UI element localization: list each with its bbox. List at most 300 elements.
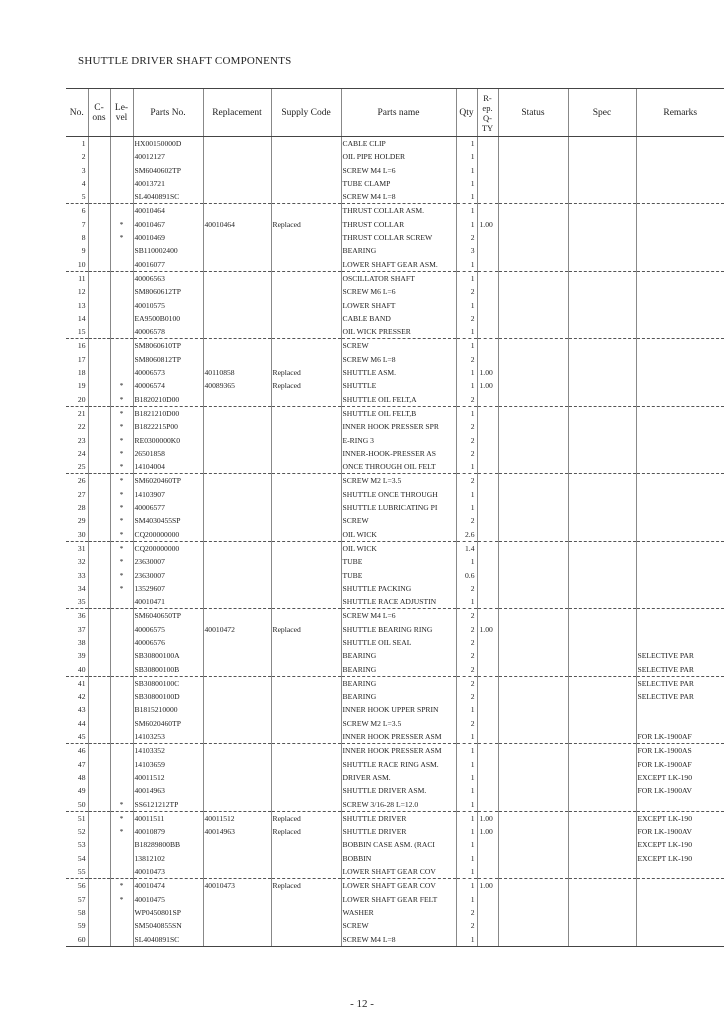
cell-spec [568, 838, 636, 851]
table-row [66, 730, 724, 744]
cell-status [498, 514, 568, 527]
cell-level: * [110, 514, 133, 527]
cell-rep-qty [477, 312, 498, 325]
cell-level: * [110, 879, 133, 893]
cell-rep-qty [477, 649, 498, 662]
cell-status [498, 663, 568, 677]
cell-spec [568, 420, 636, 433]
header-cons: C- ons [88, 89, 110, 137]
cell-no: 2 [81, 152, 86, 162]
cell-spec [568, 906, 636, 919]
cell-parts-no: SS6121212TP [133, 798, 203, 812]
cell-replacement [203, 258, 271, 272]
cell-supply-code: Replaced [271, 218, 341, 231]
table-row [66, 488, 724, 501]
cell-spec [568, 460, 636, 474]
cell-remarks [636, 177, 724, 190]
cell-qty: 2 [456, 906, 477, 919]
cell-parts-no: SB30800100A [133, 649, 203, 662]
cell-parts-no: 14103352 [133, 744, 203, 758]
header-parts-name: Parts name [341, 89, 456, 137]
cell-replacement: 40110858 [203, 366, 271, 379]
cell-qty: 2 [456, 717, 477, 730]
cell-supply-code [271, 434, 341, 447]
cell-qty: 2.6 [456, 528, 477, 542]
cell-supply-code: Replaced [271, 879, 341, 893]
cell-qty: 1 [456, 784, 477, 797]
cell-status [498, 406, 568, 420]
cell-rep-qty [477, 460, 498, 474]
cell-replacement: 40010464 [203, 218, 271, 231]
cell-cons [88, 838, 110, 851]
cell-replacement [203, 636, 271, 649]
cell-parts-name: SCREW [341, 514, 456, 527]
cell-level: * [110, 379, 133, 392]
cell-no: 56 [77, 881, 86, 891]
cell-parts-name: SHUTTLE ASM. [341, 366, 456, 379]
cell-cons [88, 811, 110, 825]
cell-cons [88, 271, 110, 285]
cell-parts-no: CQ200000000 [133, 528, 203, 542]
cell-replacement: 40011512 [203, 811, 271, 825]
cell-parts-no: 14104004 [133, 460, 203, 474]
cell-no: 54 [77, 853, 86, 863]
cell-qty: 1 [456, 177, 477, 190]
cell-level [110, 744, 133, 758]
cell-rep-qty [477, 636, 498, 649]
table-row [66, 906, 724, 919]
cell-supply-code [271, 703, 341, 716]
cell-no: 36 [77, 611, 86, 621]
cell-remarks: FOR LK-1900AS [636, 744, 724, 758]
cell-remarks [636, 353, 724, 366]
cell-level [110, 595, 133, 609]
cell-status [498, 758, 568, 771]
cell-parts-no: 14103907 [133, 488, 203, 501]
table-row [66, 325, 724, 339]
cell-spec [568, 353, 636, 366]
cell-supply-code [271, 933, 341, 947]
cell-rep-qty [477, 906, 498, 919]
cell-cons [88, 285, 110, 298]
cell-parts-name: INNER HOOK UPPER SPRIN [341, 703, 456, 716]
cell-parts-name: SHUTTLE DRIVER ASM. [341, 784, 456, 797]
cell-supply-code [271, 730, 341, 744]
cell-spec [568, 676, 636, 690]
cell-qty: 1 [456, 271, 477, 285]
cell-spec [568, 595, 636, 609]
cell-replacement [203, 231, 271, 244]
cell-remarks [636, 460, 724, 474]
cell-status [498, 717, 568, 730]
cell-level [110, 150, 133, 163]
cell-remarks [636, 164, 724, 177]
cell-no: 39 [77, 651, 86, 661]
cell-rep-qty [477, 190, 498, 204]
cell-level [110, 852, 133, 865]
cell-rep-qty [477, 569, 498, 582]
cell-cons [88, 258, 110, 272]
cell-rep-qty [477, 406, 498, 420]
header-status: Status [498, 89, 568, 137]
cell-status [498, 339, 568, 353]
cell-status [498, 649, 568, 662]
cell-level: * [110, 460, 133, 474]
cell-parts-name: SHUTTLE RACE ADJUSTIN [341, 595, 456, 609]
cell-cons [88, 488, 110, 501]
cell-cons [88, 933, 110, 947]
cell-status [498, 690, 568, 703]
cell-level [110, 730, 133, 744]
cell-qty: 1 [456, 730, 477, 744]
cell-level [110, 676, 133, 690]
cell-replacement [203, 312, 271, 325]
cell-no: 14 [77, 313, 86, 323]
cell-spec [568, 501, 636, 514]
cell-parts-no: EA9500B0100 [133, 312, 203, 325]
cell-status [498, 811, 568, 825]
cell-no: 43 [77, 705, 86, 715]
cell-rep-qty [477, 690, 498, 703]
cell-no: 34 [77, 583, 86, 593]
cell-rep-qty [477, 865, 498, 879]
cell-spec [568, 434, 636, 447]
table-row [66, 312, 724, 325]
table-header-row [66, 89, 724, 137]
cell-cons [88, 906, 110, 919]
cell-qty: 2 [456, 514, 477, 527]
cell-qty: 2 [456, 474, 477, 488]
cell-status [498, 636, 568, 649]
cell-no: 4 [81, 178, 86, 188]
cell-parts-no: B18289800BB [133, 838, 203, 851]
cell-parts-name: INNER HOOK PRESSER ASM [341, 744, 456, 758]
table-row [66, 649, 724, 662]
cell-no: 11 [78, 273, 86, 283]
cell-supply-code [271, 784, 341, 797]
cell-spec [568, 852, 636, 865]
cell-rep-qty: 1.00 [477, 623, 498, 636]
cell-remarks [636, 231, 724, 244]
cell-remarks [636, 609, 724, 623]
cell-remarks: SELECTIVE PAR [636, 690, 724, 703]
cell-supply-code [271, 771, 341, 784]
table-row [66, 474, 724, 488]
cell-supply-code [271, 177, 341, 190]
cell-qty: 2 [456, 582, 477, 595]
table-row [66, 218, 724, 231]
cell-rep-qty [477, 164, 498, 177]
cell-qty: 1 [456, 933, 477, 947]
table-row [66, 865, 724, 879]
cell-replacement [203, 177, 271, 190]
cell-spec [568, 299, 636, 312]
cell-supply-code [271, 541, 341, 555]
cell-replacement [203, 353, 271, 366]
cell-level: * [110, 528, 133, 542]
cell-replacement [203, 299, 271, 312]
table-row [66, 784, 724, 797]
cell-qty: 2 [456, 649, 477, 662]
cell-spec [568, 285, 636, 298]
cell-replacement [203, 649, 271, 662]
cell-parts-name: E-RING 3 [341, 434, 456, 447]
cell-cons [88, 312, 110, 325]
cell-no: 13 [77, 300, 86, 310]
cell-rep-qty [477, 771, 498, 784]
cell-parts-no: 40010467 [133, 218, 203, 231]
cell-status [498, 528, 568, 542]
cell-spec [568, 730, 636, 744]
cell-remarks: FOR LK-1900AF [636, 730, 724, 744]
cell-replacement: 40089365 [203, 379, 271, 392]
cell-level [110, 771, 133, 784]
cell-parts-name: TUBE [341, 555, 456, 568]
cell-level: * [110, 541, 133, 555]
cell-remarks: FOR LK-1900AF [636, 758, 724, 771]
cell-cons [88, 434, 110, 447]
cell-parts-name: TUBE CLAMP [341, 177, 456, 190]
cell-parts-no: SB30800100D [133, 690, 203, 703]
cell-status [498, 569, 568, 582]
cell-rep-qty [477, 447, 498, 460]
cell-status [498, 150, 568, 163]
cell-rep-qty [477, 784, 498, 797]
cell-supply-code [271, 353, 341, 366]
cell-rep-qty [477, 150, 498, 163]
cell-parts-name: SCREW [341, 919, 456, 932]
cell-remarks [636, 555, 724, 568]
cell-remarks [636, 299, 724, 312]
cell-status [498, 258, 568, 272]
cell-spec [568, 933, 636, 947]
cell-status [498, 299, 568, 312]
cell-spec [568, 609, 636, 623]
cell-level: * [110, 434, 133, 447]
cell-replacement [203, 474, 271, 488]
header-no: No. [66, 89, 88, 137]
cell-no: 26 [77, 476, 86, 486]
cell-supply-code: Replaced [271, 811, 341, 825]
cell-no: 30 [66, 528, 88, 542]
cell-no: 3 [81, 165, 86, 175]
table-row [66, 190, 724, 204]
cell-supply-code [271, 595, 341, 609]
cell-parts-no: SM6020460TP [133, 717, 203, 730]
cell-no: 40 [66, 663, 88, 677]
cell-remarks [636, 312, 724, 325]
cell-qty: 2 [456, 636, 477, 649]
cell-spec [568, 366, 636, 379]
cell-qty: 1 [456, 744, 477, 758]
cell-no: 53 [77, 840, 86, 850]
cell-parts-no: SM5040855SN [133, 919, 203, 932]
cell-spec [568, 865, 636, 879]
cell-qty: 1 [456, 137, 477, 151]
cell-qty: 1 [456, 758, 477, 771]
cell-parts-no: 40006575 [133, 623, 203, 636]
cell-status [498, 393, 568, 407]
cell-rep-qty: 1.00 [477, 379, 498, 392]
cell-parts-no: 40010473 [133, 865, 203, 879]
cell-parts-name: SCREW M4 L=6 [341, 164, 456, 177]
cell-no: 37 [77, 624, 86, 634]
cell-supply-code [271, 231, 341, 244]
cell-parts-no: 40010464 [133, 204, 203, 218]
cell-replacement [203, 447, 271, 460]
table-row [66, 447, 724, 460]
cell-remarks [636, 514, 724, 527]
cell-parts-name: SCREW M4 L=8 [341, 933, 456, 947]
cell-no: 29 [77, 516, 86, 526]
table-row [66, 798, 724, 812]
cell-qty: 1 [456, 838, 477, 851]
cell-parts-name: THRUST COLLAR ASM. [341, 204, 456, 218]
cell-replacement [203, 919, 271, 932]
cell-rep-qty [477, 204, 498, 218]
cell-rep-qty [477, 420, 498, 433]
cell-level [110, 623, 133, 636]
cell-parts-name: SHUTTLE BEARING RING [341, 623, 456, 636]
cell-no: 44 [77, 718, 86, 728]
cell-spec [568, 488, 636, 501]
cell-spec [568, 150, 636, 163]
cell-parts-no: 40011511 [133, 811, 203, 825]
table-row [66, 852, 724, 865]
cell-supply-code [271, 663, 341, 677]
cell-rep-qty [477, 244, 498, 257]
cell-level [110, 258, 133, 272]
table-row [66, 285, 724, 298]
cell-parts-name: ONCE THROUGH OIL FELT [341, 460, 456, 474]
cell-level [110, 244, 133, 257]
cell-parts-name: LOWER SHAFT GEAR COV [341, 879, 456, 893]
cell-spec [568, 758, 636, 771]
table-row [66, 434, 724, 447]
cell-no: 24 [77, 448, 86, 458]
cell-qty: 3 [456, 244, 477, 257]
cell-no: 6 [81, 206, 86, 216]
cell-parts-name: OIL WICK [341, 528, 456, 542]
cell-spec [568, 177, 636, 190]
cell-no: 57 [77, 894, 86, 904]
table-row [66, 676, 724, 690]
cell-supply-code [271, 325, 341, 339]
cell-qty: 1 [456, 204, 477, 218]
header-level: Le- vel [110, 89, 133, 137]
cell-parts-no: 26501858 [133, 447, 203, 460]
header-rep-qty: R- ep. Q- TY [477, 89, 498, 137]
cell-remarks [636, 258, 724, 272]
cell-qty: 1 [456, 865, 477, 879]
cell-no: 33 [77, 570, 86, 580]
cell-no: 42 [77, 692, 86, 702]
cell-no: 48 [77, 772, 86, 782]
cell-cons [88, 244, 110, 257]
cell-no: 5 [66, 190, 88, 204]
cell-parts-no: SM8060812TP [133, 353, 203, 366]
cell-parts-name: OIL WICK PRESSER [341, 325, 456, 339]
cell-level [110, 325, 133, 339]
cell-status [498, 204, 568, 218]
cell-remarks [636, 569, 724, 582]
cell-parts-no: 14103659 [133, 758, 203, 771]
cell-status [498, 582, 568, 595]
cell-cons [88, 690, 110, 703]
cell-remarks [636, 218, 724, 231]
cell-supply-code [271, 420, 341, 433]
cell-no: 10 [66, 258, 88, 272]
cell-level [110, 137, 133, 151]
cell-parts-name: SHUTTLE [341, 379, 456, 392]
cell-rep-qty [477, 703, 498, 716]
cell-spec [568, 879, 636, 893]
cell-no: 38 [77, 637, 86, 647]
cell-spec [568, 919, 636, 932]
cell-parts-no: 13812102 [133, 852, 203, 865]
cell-remarks [636, 623, 724, 636]
cell-supply-code [271, 447, 341, 460]
cell-parts-no: SM6020460TP [133, 474, 203, 488]
cell-parts-no: B1820210D00 [133, 393, 203, 407]
cell-supply-code [271, 690, 341, 703]
cell-status [498, 285, 568, 298]
cell-cons [88, 447, 110, 460]
cell-cons [88, 353, 110, 366]
cell-remarks [636, 582, 724, 595]
cell-replacement [203, 137, 271, 151]
cell-remarks: FOR LK-1900AV [636, 784, 724, 797]
cell-supply-code [271, 393, 341, 407]
cell-replacement [203, 758, 271, 771]
cell-replacement [203, 582, 271, 595]
cell-remarks [636, 379, 724, 392]
cell-parts-no: SL4040891SC [133, 190, 203, 204]
cell-level: * [110, 569, 133, 582]
cell-no: 41 [77, 678, 86, 688]
cell-cons [88, 771, 110, 784]
table-row [66, 379, 724, 392]
cell-spec [568, 258, 636, 272]
cell-parts-name: BEARING [341, 244, 456, 257]
cell-status [498, 420, 568, 433]
cell-level [110, 690, 133, 703]
cell-cons [88, 406, 110, 420]
cell-rep-qty [477, 299, 498, 312]
cell-no: 17 [77, 354, 86, 364]
table-row [66, 690, 724, 703]
cell-no: 21 [77, 408, 86, 418]
cell-rep-qty: 1.00 [477, 218, 498, 231]
cell-spec [568, 528, 636, 542]
cell-level [110, 164, 133, 177]
cell-level [110, 636, 133, 649]
cell-spec [568, 893, 636, 906]
cell-status [498, 177, 568, 190]
cell-parts-name: THRUST COLLAR SCREW [341, 231, 456, 244]
cell-status [498, 218, 568, 231]
cell-replacement [203, 271, 271, 285]
cell-remarks [636, 798, 724, 812]
cell-qty: 1 [456, 703, 477, 716]
cell-rep-qty [477, 258, 498, 272]
cell-remarks [636, 865, 724, 879]
page-number: - 12 - [350, 998, 374, 1010]
cell-supply-code [271, 299, 341, 312]
cell-cons [88, 325, 110, 339]
cell-rep-qty: 1.00 [477, 879, 498, 893]
cell-cons [88, 339, 110, 353]
